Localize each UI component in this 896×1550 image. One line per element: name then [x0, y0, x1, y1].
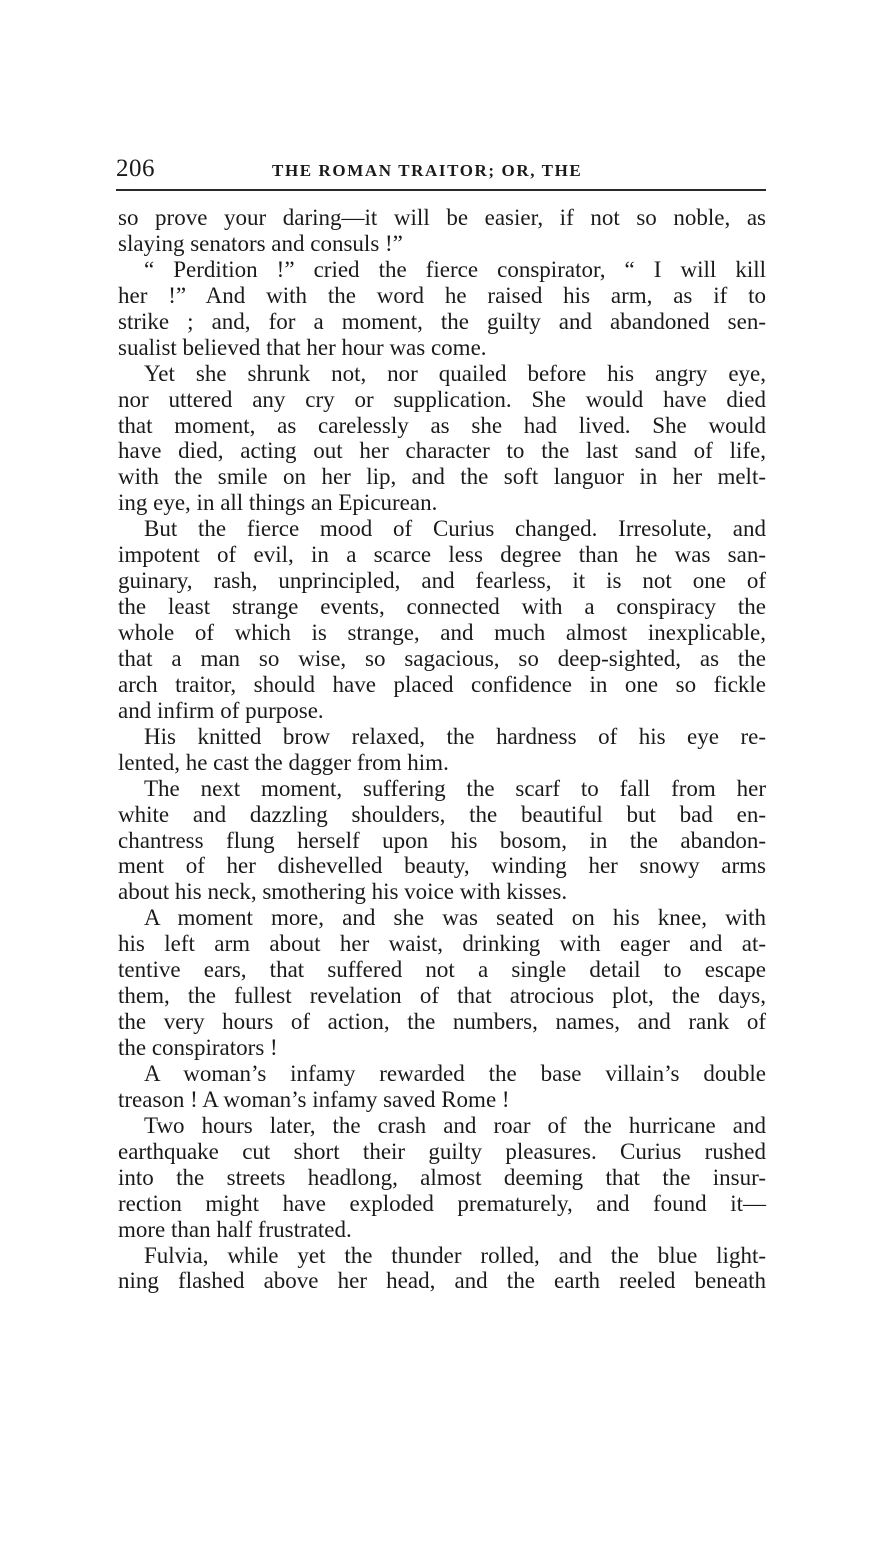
text-line: rection might have exploded prematurely, and found it— — [118, 1190, 766, 1216]
text-line: the conspirators ! — [118, 1035, 278, 1060]
page-number: 206 — [116, 155, 155, 182]
text-line: so prove your daring—it will be easier, if not so noble, as — [118, 205, 766, 230]
text-line: white and dazzling shoulders, the beautiful but bad en- — [118, 801, 766, 827]
text-line: Yet she shrunk not, nor quailed before his angry eye, — [144, 360, 766, 386]
text-line: “ Perdition !” cried the fierce conspirator, “ I will kill — [144, 256, 766, 282]
text-line: ment of her dishevelled beauty, winding her snowy arms — [118, 853, 766, 879]
text-line: into the streets headlong, almost deeming that the insur- — [118, 1164, 766, 1190]
text-line: her !” And with the word he raised his arm, as if to — [118, 282, 766, 308]
text-line: impotent of evil, in a scarce less degree than he was san- — [118, 542, 766, 568]
header-rule — [116, 189, 766, 191]
text-line: tentive ears, that suffered not a single detail to escape — [118, 957, 766, 983]
text-line: But the fierce mood of Curius changed. Irresolute, and — [144, 516, 766, 542]
text-line: A woman’s infamy rewarded the base villain’s double — [144, 1060, 766, 1086]
text-line: strike ; and, for a moment, the guilty and abandoned sen- — [118, 308, 766, 334]
text-line: ning flashed above her head, and the earth reeled beneath — [118, 1268, 766, 1294]
text-line: the least strange events, connected with a conspiracy the — [118, 594, 766, 620]
text-line: chantress flung herself upon his bosom, in the abandon- — [118, 827, 766, 853]
text-line: nor uttered any cry or supplication. She would have died — [118, 386, 766, 412]
text-line: treason ! A woman’s infamy saved Rome ! — [118, 1086, 510, 1112]
text-line: sualist believed that her hour was come. — [118, 334, 487, 360]
text-line: more than half frustrated. — [118, 1216, 352, 1242]
text-line: ing eye, in all things an Epicurean. — [118, 490, 438, 516]
text-line: that a man so wise, so sagacious, so deep-sighted, as the — [118, 645, 766, 671]
text-line: whole of which is strange, and much almost inexplicable, — [118, 620, 766, 645]
text-line: his left arm about her waist, drinking with eager and at- — [118, 931, 766, 957]
text-line: with the smile on her lip, and the soft languor in her melt- — [118, 464, 766, 490]
text-line: guinary, rash, unprincipled, and fearless, it is not one of — [118, 568, 766, 594]
text-line: the very hours of action, the numbers, names, and rank of — [118, 1009, 766, 1035]
running-title: THE ROMAN TRAITOR; OR, THE — [272, 161, 583, 180]
text-line: A moment more, and she was seated on his knee, with — [144, 905, 766, 931]
text-line: lented, he cast the dagger from him. — [118, 749, 449, 775]
text-line: Fulvia, while yet the thunder rolled, and the blue light- — [144, 1242, 766, 1268]
text-line: about his neck, smothering his voice with kisses. — [118, 879, 568, 905]
text-line: The next moment, suffering the scarf to fall from her — [144, 775, 766, 801]
text-line: earthquake cut short their guilty pleasures. Curius rushed — [118, 1138, 766, 1164]
text-line: Two hours later, the crash and roar of the hurricane and — [144, 1112, 766, 1138]
text-line: His knitted brow relaxed, the hardness of his eye re- — [144, 723, 766, 749]
text-line: them, the fullest revelation of that atrocious plot, the days, — [118, 983, 766, 1009]
text-line: arch traitor, should have placed confidence in one so fickle — [118, 671, 766, 697]
text-line: that moment, as carelessly as she had lived. She would — [118, 412, 766, 438]
running-head — [116, 152, 766, 186]
text-line: and infirm of purpose. — [118, 697, 324, 723]
text-line: have died, acting out her character to the last sand of life, — [118, 438, 766, 464]
text-line: slaying senators and consuls !” — [118, 230, 403, 256]
body-text — [118, 205, 766, 1294]
